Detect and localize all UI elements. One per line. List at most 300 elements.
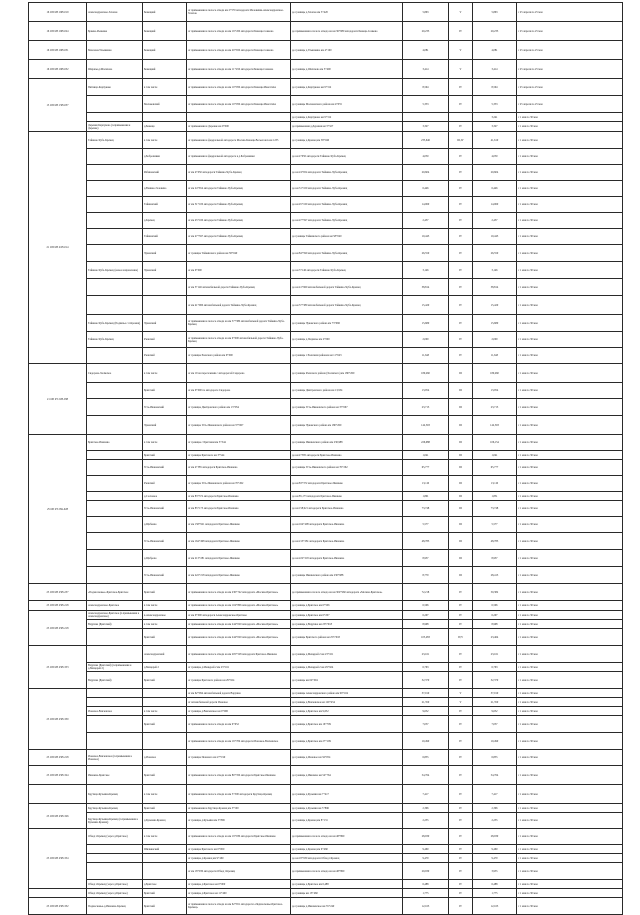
district-cell: в том числе [143, 364, 187, 383]
district-cell [143, 689, 187, 698]
restriction-period-cell: с 1 мая по 30 мая [517, 364, 623, 383]
length-cell: 105,283 [403, 629, 449, 646]
restriction-period-cell: с 1 мая по 30 мая [517, 750, 623, 766]
length-cell: 37,010 [403, 689, 449, 698]
district-cell: в том числе [143, 132, 187, 149]
start-point-cell: от км 4+585 автодороги Бригское-Ивашево [187, 460, 291, 476]
district-cell: д.Бобровники [143, 149, 187, 165]
restricted-length-cell: 10,490 [473, 733, 517, 750]
restricted-length-cell: 1,775 [473, 889, 517, 898]
restricted-length-cell: 65,777 [473, 460, 517, 476]
category-cell: IV [449, 601, 473, 611]
end-point-cell: до км 3+146 автодороги Тайкино-Чуба-Кремец [291, 262, 403, 279]
length-cell: 20,604 [403, 165, 449, 181]
table-row [29, 550, 623, 567]
district-cell: Чуковский [143, 245, 187, 262]
district-cell: Бригский [143, 716, 187, 733]
table-row [29, 766, 623, 785]
end-point-cell: до км 84+590 автодороги Тайкино-Чуба-Кремец [291, 245, 403, 262]
start-point-cell: от границы Бригского км 0+000 [187, 845, 291, 854]
start-point-cell: от примыкания к полосе отвода на км 3+500 автодороги Крутица-Кремец [187, 785, 291, 804]
district-cell: Рзенский [143, 332, 187, 348]
length-cell: 72,218 [403, 584, 449, 601]
district-cell: Бригский [143, 672, 187, 689]
restriction-period-cell: с 1 мая по 30 мая [517, 611, 623, 620]
table-row [29, 611, 623, 620]
table-row [29, 601, 623, 611]
end-point-cell: до границы Дмитровского района км 13,954 [291, 383, 403, 399]
restricted-length-cell: 20,604 [473, 165, 517, 181]
end-point-cell: до примыкания к полосе отвода на км 36+680 автодороги Бежецк-Сонково [291, 22, 403, 41]
restriction-period-cell: с 1 мая по 30 мая [517, 550, 623, 567]
restriction-period-cell: с 25 апреля по 25 мая [517, 22, 623, 41]
road-id-cell: 25 ОП МЗ 25Н-354 [29, 829, 87, 889]
start-point-cell: от км 213+281 автодороги Бригское-Ивашево [187, 550, 291, 567]
restriction-period-cell: с 25 апреля по 25 мая [517, 60, 623, 79]
end-point-cell: до границы д.Ивашево км 54+764 [291, 766, 403, 785]
category-cell: IV [449, 296, 473, 315]
end-point-cell: до границы Ивашевского района км 230,988 [291, 435, 403, 451]
district-cell: д.Щебнево [143, 517, 187, 533]
restriction-period-cell: с 1 мая по 30 мая [517, 348, 623, 364]
category-cell: III [449, 435, 473, 451]
length-cell: 29,930 [403, 863, 449, 880]
category-cell: IV [449, 829, 473, 845]
start-point-cell: от границы Бригского района км 29+924 [187, 672, 291, 689]
length-cell: 21,350 [403, 698, 449, 707]
table-row [29, 213, 623, 229]
district-cell: д.Кремец [143, 213, 187, 229]
end-point-cell: до км 164+498 автодороги Бригское-Ивашево [291, 517, 403, 533]
end-point-cell: до границы Тайкинского района км 58+040 [291, 229, 403, 245]
category-cell: IV [449, 165, 473, 181]
road-name-cell [87, 229, 143, 245]
end-point-cell: до границы д.Ульянкино км 4+160 [291, 41, 403, 60]
start-point-cell: от примыкания к полосе отвода на км 80+350 автодороги Бригское-Ивашево [187, 766, 291, 785]
category-cell: IV [449, 863, 473, 880]
restriction-period-cell: с 1 мая по 30 мая [517, 880, 623, 889]
district-cell: Бригский [143, 584, 187, 601]
district-cell: Чуковский [143, 315, 187, 332]
road-id-cell: 25 ОП МЗ 25Н-324 [29, 766, 87, 785]
length-cell: 3,414 [403, 60, 449, 79]
length-cell [403, 113, 449, 122]
table-row [29, 646, 623, 663]
length-cell: 15,680 [403, 315, 449, 332]
restricted-length-cell: 106,154 [473, 435, 517, 451]
category-cell: IV [449, 245, 473, 262]
road-id-cell: 21 ОП МЗ 21Н-014 [29, 132, 87, 364]
table-row [29, 165, 623, 181]
length-cell: 23,161 [403, 646, 449, 663]
restriction-period-cell: с 1 мая по 30 мая [517, 149, 623, 165]
restriction-period-cell: с 1 мая по 30 мая [517, 698, 623, 707]
start-point-cell: от примыкания к полосе отвода на км 244+020 автодороги «Москва-Бригское» [187, 620, 291, 629]
road-name-cell: Обход г.Кремец (через д.Бригское) [87, 880, 143, 889]
length-cell: 15,420 [403, 296, 449, 315]
table-row [29, 889, 623, 898]
length-cell: 10,490 [403, 733, 449, 750]
end-point-cell: до границы Ивашевского района км 230+988 [291, 567, 403, 584]
table-row [29, 689, 623, 698]
restricted-length-cell: 23,161 [473, 646, 517, 663]
road-name-cell [87, 165, 143, 181]
road-name-cell [87, 501, 143, 517]
table-row [29, 181, 623, 197]
table-row [29, 279, 623, 296]
restriction-period-cell: с 1 мая по 30 мая [517, 829, 623, 845]
table-row [29, 533, 623, 550]
start-point-cell: от границы Усть-Ивановского района км 37+667 [187, 416, 291, 435]
district-cell: Шилкинский [143, 845, 187, 854]
restriction-period-cell: с 1 мая по 30 мая [517, 620, 623, 629]
table-row [29, 296, 623, 315]
district-cell: Усть-Ивановский [143, 501, 187, 517]
district-cell: д.Бригское [143, 880, 187, 889]
table-row [29, 501, 623, 517]
restricted-length-cell: 6,207 [473, 611, 517, 620]
restriction-period-cell: с 25 апреля по 25 мая [517, 3, 623, 22]
start-point-cell: от примыкания к полосе отвода на км 19+930 автодороги Бригское-Ивашево [187, 829, 291, 845]
table-row [29, 898, 623, 915]
category-cell: IV [449, 813, 473, 829]
restriction-period-cell: с 1 мая по 30 мая [517, 689, 623, 698]
restriction-period-cell: с 1 мая по 30 мая [517, 854, 623, 863]
end-point-cell: до примыкания к полосе отвода на км 48+860 [291, 829, 403, 845]
road-id-cell: 25 ОП МЗ 25Н-332 [29, 898, 87, 915]
length-cell: 7,417 [403, 785, 449, 804]
table-row [29, 716, 623, 733]
start-point-cell: от автомобильной дороги Ионовое [187, 698, 291, 707]
restriction-period-cell: с 1 мая по 30 мая [517, 707, 623, 716]
restriction-period-cell: с 1 мая по 30 мая [517, 898, 623, 915]
restricted-length-cell: 9,460 [473, 845, 517, 854]
length-cell: 4,081 [403, 41, 449, 60]
table-row [29, 332, 623, 348]
district-cell: в том числе [143, 620, 187, 629]
table-row [29, 262, 623, 279]
restricted-length-cell: 23,464 [473, 629, 517, 646]
end-point-cell: до км 57+380 автомобильной дороги Тайкино-Чуба-Кремец [291, 296, 403, 315]
category-cell: IV [449, 229, 473, 245]
restriction-period-cell: с 1 мая по 30 мая [517, 766, 623, 785]
road-name-cell: Варушка (Бригский) [87, 672, 143, 689]
restricted-length-cell: 9,652 [473, 707, 517, 716]
table-row [29, 229, 623, 245]
district-cell: д.Мещерей 2 [143, 663, 187, 672]
restriction-period-cell: с 1 мая по 30 мая [517, 122, 623, 132]
road-name-cell: Деревня Карпуково (п.примыкания к Деревне) [87, 122, 143, 132]
start-point-cell: от км 158+921 автодороги Бригское-Ивашево [187, 517, 291, 533]
category-cell: IV [449, 766, 473, 785]
table-row [29, 672, 623, 689]
restriction-period-cell: с 1 мая по 30 мая [517, 517, 623, 533]
category-cell [449, 113, 473, 122]
district-cell: Тайкинский [143, 197, 187, 213]
road-name-cell: Бриево-Рыжевка [87, 22, 143, 41]
road-name-cell: Александровское-Бригское (п.примыкания к Александровское) [87, 611, 143, 620]
restricted-length-cell: 6,446 [473, 181, 517, 197]
restriction-period-cell: с 1 мая по 30 мая [517, 716, 623, 733]
table-row [29, 22, 623, 41]
district-cell: Усть-Ивановский [143, 533, 187, 550]
restriction-period-cell: с 1 мая по 30 мая [517, 663, 623, 672]
restriction-period-cell: с 1 мая по 30 мая [517, 492, 623, 501]
length-cell: 11,643 [403, 348, 449, 364]
road-name-cell [87, 149, 143, 165]
restriction-period-cell: с 1 мая по 30 мая [517, 399, 623, 416]
district-cell: Рзенский [143, 348, 187, 364]
length-cell: 7,057 [403, 716, 449, 733]
start-point-cell: от примыкания к полосе отвода на км 16+450 автодороги Бежецк-Сонково [187, 22, 291, 41]
district-cell: Бежецкий [143, 60, 187, 79]
start-point-cell: от км 19 на пересечении с автодорогой Сидорово [187, 364, 291, 383]
district-cell: в.Александровское [143, 611, 187, 620]
end-point-cell: до примыкания д.Деревня км 3+327 [291, 122, 403, 132]
start-point-cell: от примыкания к полосе отвода на км 10+950 автодороги Бежецк-Максатиха [187, 96, 291, 113]
restricted-length-cell: 48,783 [473, 533, 517, 550]
table-row [29, 364, 623, 383]
restricted-length-cell: 26,550 [473, 245, 517, 262]
end-point-cell: до границы д.Бригское км 6+207 [291, 611, 403, 620]
start-point-cell: от границы д.Ванчевское км 0+000 [187, 707, 291, 716]
restricted-length-cell: 12,163 [473, 898, 517, 915]
end-point-cell: до границы д.Шалахово км 3+400 [291, 60, 403, 79]
length-cell: 23,713 [403, 399, 449, 416]
end-point-cell: до границы с Рзенским районом км 11+643 [291, 348, 403, 364]
end-point-cell: до границы Рзенского района (Холмского) км 180+260 [291, 364, 403, 383]
length-cell: 1,775 [403, 889, 449, 898]
end-point-cell: до границы км 62+094 [291, 672, 403, 689]
end-point-cell: до границы д.Бригское км 6+506 [291, 601, 403, 611]
end-point-cell: до границы д.Хлопок км 5+420 [291, 3, 403, 22]
category-cell: IV [449, 332, 473, 348]
table-row [29, 132, 623, 149]
road-name-cell [87, 716, 143, 733]
length-cell: 9,652 [403, 707, 449, 716]
length-cell: 3,146 [403, 262, 449, 279]
restriction-period-cell: с 1 мая по 30 мая [517, 629, 623, 646]
restriction-period-cell: с 1 мая по 30 мая [517, 672, 623, 689]
start-point-cell: от примыкания к полосе отвода на км 20+650 автодороги Бежецк-Сонково [187, 41, 291, 60]
district-cell: д.Бежецк [143, 122, 187, 132]
length-cell: 14,060 [403, 197, 449, 213]
length-cell: 38,814 [403, 279, 449, 296]
road-id-cell: 25 ОП МЗ 25Н-218 [29, 750, 87, 766]
road-name-cell [87, 517, 143, 533]
restriction-period-cell: с 1 мая по 30 мая [517, 332, 623, 348]
district-cell: Бежецкий [143, 22, 187, 41]
table-row [29, 96, 623, 113]
restricted-length-cell: 8,998 [473, 620, 517, 629]
start-point-cell: от примыкания к полосе отвода на км 16+709 автодороги Ионовое-Ванчевское [187, 733, 291, 750]
table-row [29, 517, 623, 533]
table-row [29, 399, 623, 416]
end-point-cell: до границы Молоковского района км 4+055 [291, 96, 403, 113]
district-cell: Бригский [143, 804, 187, 813]
district-cell: Усть-Ивановский [143, 399, 187, 416]
table-row [29, 315, 623, 332]
district-cell: Бригский [143, 766, 187, 785]
road-name-cell: Тайкино-Чуба-Кремец (Подвязье с п.Кремец) [87, 315, 143, 332]
category-cell: IV,V [449, 629, 473, 646]
start-point-cell: от примыкания к полосе отвода на км 244+020 автодороги «Москва-Бригское» [187, 629, 291, 646]
start-point-cell: от км 4+050 автодороги Тайкино-Чуба-Кремец [187, 165, 291, 181]
table-row [29, 41, 623, 60]
end-point-cell: до км 24+654 автодороги Тайкино-Чуба-Кремец [291, 165, 403, 181]
start-point-cell: от границы Тайкинского района км 58+040 [187, 245, 291, 262]
category-cell: IV [449, 880, 473, 889]
length-cell: 8,998 [403, 620, 449, 629]
category-cell: III,IV [449, 132, 473, 149]
table-row [29, 197, 623, 213]
category-cell: III [449, 460, 473, 476]
category-cell: IV [449, 181, 473, 197]
road-name-cell: Тайкино-Чуба-Кремец [87, 332, 143, 348]
road-name-cell [87, 181, 143, 197]
road-name-cell [87, 863, 143, 880]
end-point-cell: до границы д.Ионовое км 34+054 [291, 750, 403, 766]
length-cell: 6,207 [403, 611, 449, 620]
length-cell: 235,646 [403, 132, 449, 149]
table-row [29, 880, 623, 889]
road-name-cell [87, 96, 143, 113]
category-cell: V [449, 60, 473, 79]
district-cell: Тайкинский [143, 229, 187, 245]
start-point-cell: от границы д.Бригское км 11+460 [187, 889, 291, 898]
road-name-cell [87, 854, 143, 863]
end-point-cell: до км 4+585 автодороги Бригское-Ивашево [291, 451, 403, 460]
district-cell: Чуковский [143, 416, 187, 435]
district-cell: Рябиновский [143, 165, 187, 181]
length-cell: 65,777 [403, 460, 449, 476]
restriction-period-cell: с 1 мая по 30 мая [517, 845, 623, 854]
road-name-cell [87, 245, 143, 262]
road-id-cell: 16 ОП МЗ 16Н-019 [29, 3, 87, 22]
end-point-cell: до км 158,921 автодороги Бригское-Ивашево [291, 501, 403, 517]
road-id-cell: 16 ОП МЗ 16Н-031 [29, 41, 87, 60]
table-row [29, 863, 623, 880]
category-cell: V [449, 689, 473, 698]
length-cell: 1,041 [403, 451, 449, 460]
restriction-period-cell: с 1 мая по 30 мая [517, 601, 623, 611]
restriction-period-cell: с 1 мая по 30 мая [517, 245, 623, 262]
restricted-length-cell: 50,382 [473, 584, 517, 601]
restricted-length-cell: 6,488 [473, 880, 517, 889]
district-cell [143, 854, 187, 863]
category-cell: III [449, 492, 473, 501]
restricted-length-cell: 2,235 [473, 813, 517, 829]
start-point-cell: от примыкания к федеральной автодороге Москва-Бежецк-Весьегонск км 1235 [187, 132, 291, 149]
start-point-cell: от примыкания к полосе отвода на км 205+528 автодороги Бригское-Ивашево [187, 646, 291, 663]
length-cell: 13,954 [403, 383, 449, 399]
restriction-period-cell: с 1 мая по 30 мая [517, 383, 623, 399]
restriction-period-cell: с 1 мая по 30 мая [517, 132, 623, 149]
district-cell: в том числе [143, 829, 187, 845]
table-row [29, 348, 623, 364]
road-id-cell: 15 ОП МЗ 15Н-037 [29, 79, 87, 132]
district-cell [143, 863, 187, 880]
length-cell: 2,235 [403, 813, 449, 829]
restricted-length-cell: 37,010 [473, 689, 517, 698]
table-row [29, 629, 623, 646]
category-cell: III [449, 364, 473, 383]
start-point-cell: от границы д.Кремец км 9+460 [187, 854, 291, 863]
start-point-cell: от примыкания к Крутица-Кремец км 3+500 [187, 804, 291, 813]
road-name-cell: Варушка (Бригский) (п.примыкания к д.Мещерей 2) [87, 663, 143, 672]
restriction-period-cell: с 1 мая по 30 мая [517, 315, 623, 332]
road-id-cell [29, 889, 87, 898]
category-cell: III [449, 550, 473, 567]
road-id-cell [29, 785, 87, 804]
category-cell: III [449, 399, 473, 416]
restricted-length-cell: 21,350 [473, 698, 517, 707]
road-name-cell [87, 533, 143, 550]
length-cell: 32,370 [403, 672, 449, 689]
restriction-period-cell: с 1 мая по 30 мая [517, 416, 623, 435]
table-row [29, 476, 623, 492]
end-point-cell: до границы Усть-Ивановского района км 70+262 [291, 460, 403, 476]
table-row [29, 60, 623, 79]
road-name-cell [87, 550, 143, 567]
length-cell: 6,488 [403, 880, 449, 889]
end-point-cell: до границы д.Кремец км 8+131 [291, 813, 403, 829]
road-name-cell: Крутица-Кузьмин-Кремец (п.примыкания к Кузьмин-Кремец) [87, 813, 143, 829]
road-name-cell: Обход г.Кремец (через д.Бригское) [87, 889, 143, 898]
road-name-cell [87, 629, 143, 646]
length-cell: 20,233 [403, 22, 449, 41]
start-point-cell: от км 164+498 автодороги Бригское-Ивашево [187, 533, 291, 550]
restricted-length-cell: 28,930 [473, 829, 517, 845]
length-cell: 2,396 [403, 804, 449, 813]
table-row [29, 813, 623, 829]
start-point-cell: от км 31+100 автодороги Тайкино-Чуба-Кремец [187, 197, 291, 213]
road-name-cell [87, 451, 143, 460]
road-name-cell: Шарапы-д.Шалахово [87, 60, 143, 79]
start-point-cell: от км 83+372 автодороги Бригское-Ивашево [187, 492, 291, 501]
length-cell: 2,437 [403, 213, 449, 229]
length-cell: 6,506 [403, 601, 449, 611]
road-name-cell [87, 213, 143, 229]
category-cell: IV [449, 898, 473, 915]
category-cell: V [449, 41, 473, 60]
length-cell: 1,801 [403, 492, 449, 501]
road-name-cell [87, 567, 143, 584]
table-row [29, 245, 623, 262]
category-cell: IV [449, 96, 473, 113]
road-id-cell: 16 ОП МЗ 16Н-024 [29, 22, 87, 41]
category-cell: IV [449, 620, 473, 629]
district-cell [143, 113, 187, 122]
start-point-cell: от км 45+160 автодороги Тайкино-Чуба-Кремец [187, 213, 291, 229]
end-point-cell: до км 4+050 автодороги Тайкино-Чуба-Кремец [291, 149, 403, 165]
district-cell: Бежецкий [143, 41, 187, 60]
length-cell: 73,748 [403, 501, 449, 517]
road-name-cell: Александровское-Хлопок [87, 3, 143, 22]
table-row [29, 804, 623, 813]
start-point-cell: от км 0+000 автодороги Александровское-Бригское [187, 611, 291, 620]
restriction-period-cell: с 1 мая по 30 мая [517, 567, 623, 584]
district-cell: Рзенский [143, 476, 187, 492]
length-cell: 8,770 [403, 567, 449, 584]
length-cell: 13,110 [403, 476, 449, 492]
table-row [29, 435, 623, 451]
restriction-period-cell: с 25 апреля по 25 мая [517, 96, 623, 113]
restriction-period-cell: с 1 мая по 30 мая [517, 435, 623, 451]
length-cell: 4,050 [403, 149, 449, 165]
restricted-length-cell: 10,443 [473, 229, 517, 245]
road-name-cell: Тайкино-Чуба-Кремец [87, 132, 143, 149]
